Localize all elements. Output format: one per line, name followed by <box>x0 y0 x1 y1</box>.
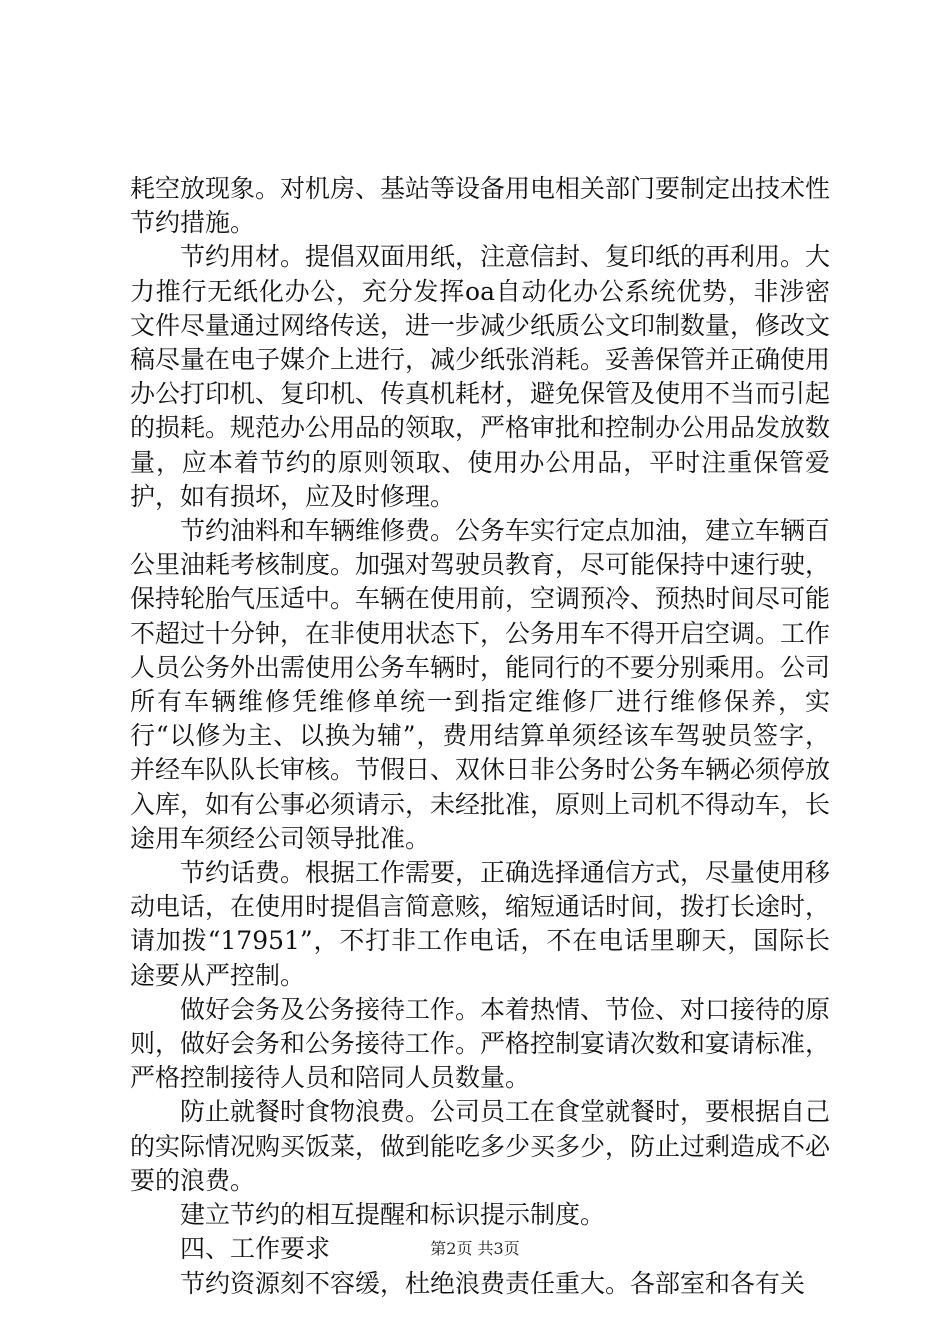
paragraph-save-materials: 节约用材。提倡双面用纸，注意信封、复印纸的再利用。大力推行无纸化办公，充分发挥oa自动化办公系统优势，非涉密文件尽量通过网络传送，进一步减少纸质公文印制数量，修改文稿尽量在电子媒介上进行，减少纸张消耗。妥善保管并正确使用办公打印机、复印机、传真机耗材，避免保管及使用不当而引起的损耗。规范办公用品的领取，严格审批和控制办公用品发放数量，应本着节约的原则领取、使用办公用品，平时注重保管爱护，如有损坏，应及时修理。 <box>130 242 831 511</box>
paragraph-save-fuel-vehicle: 节约油料和车辆维修费。公务车实行定点加油，建立车辆百公里油耗考核制度。加强对驾驶员教育，尽可能保持中速行驶，保持轮胎气压适中。车辆在使用前，空调预冷、预热时间尽可能不超过十分钟，在非使用状态下，公务用车不得开启空调。工作人员公务外出需使用公务车辆时，能同行的不要分别乘用。公司所有车辆维修凭维修单统一到指定维修厂进行维修保养，实行“以修为主、以换为辅”，费用结算单须经该车驾驶员签字，并经车队队长审核。节假日、双休日非公务时公务车辆必须停放入库，如有公事必须请示，未经批准，原则上司机不得动车，长途用车须经公司领导批准。 <box>130 516 831 853</box>
paragraph-reminder-system: 建立节约的相互提醒和标识提示制度。 <box>180 1200 606 1230</box>
section-heading-work-requirements: 四、工作要求 <box>180 1234 331 1264</box>
paragraph-save-phone: 节约话费。根据工作需要，正确选择通信方式，尽量使用移动电话，在使用时提倡言简意赅，缩短通话时间，拨打长途时，请加拨“17951”，不打非工作电话，不在电话里聊天，国际长途要从严控制。 <box>130 858 831 990</box>
document-body <box>130 172 830 1301</box>
page-number-footer: 第2页 共3页 <box>430 1239 520 1258</box>
paragraph-meetings-reception: 做好会务及公务接待工作。本着热情、节俭、对口接待的原则，做好会务和公务接待工作。严格控制宴请次数和宴请标准，严格控制接待人员和陪同人员数量。 <box>130 994 831 1093</box>
paragraph-electricity-continued: 耗空放现象。对机房、基站等设备用电相关部门要制定出技术性节约措施。 <box>130 174 831 238</box>
paragraph-work-requirements: 节约资源刻不容缓，杜绝浪费责任重大。各部室和各有关 <box>180 1268 806 1298</box>
paragraph-food-waste: 防止就餐时食物浪费。公司员工在食堂就餐时，要根据自己的实际情况购买饭菜，做到能吃多少买多少，防止过剩造成不必要的浪费。 <box>130 1097 831 1195</box>
